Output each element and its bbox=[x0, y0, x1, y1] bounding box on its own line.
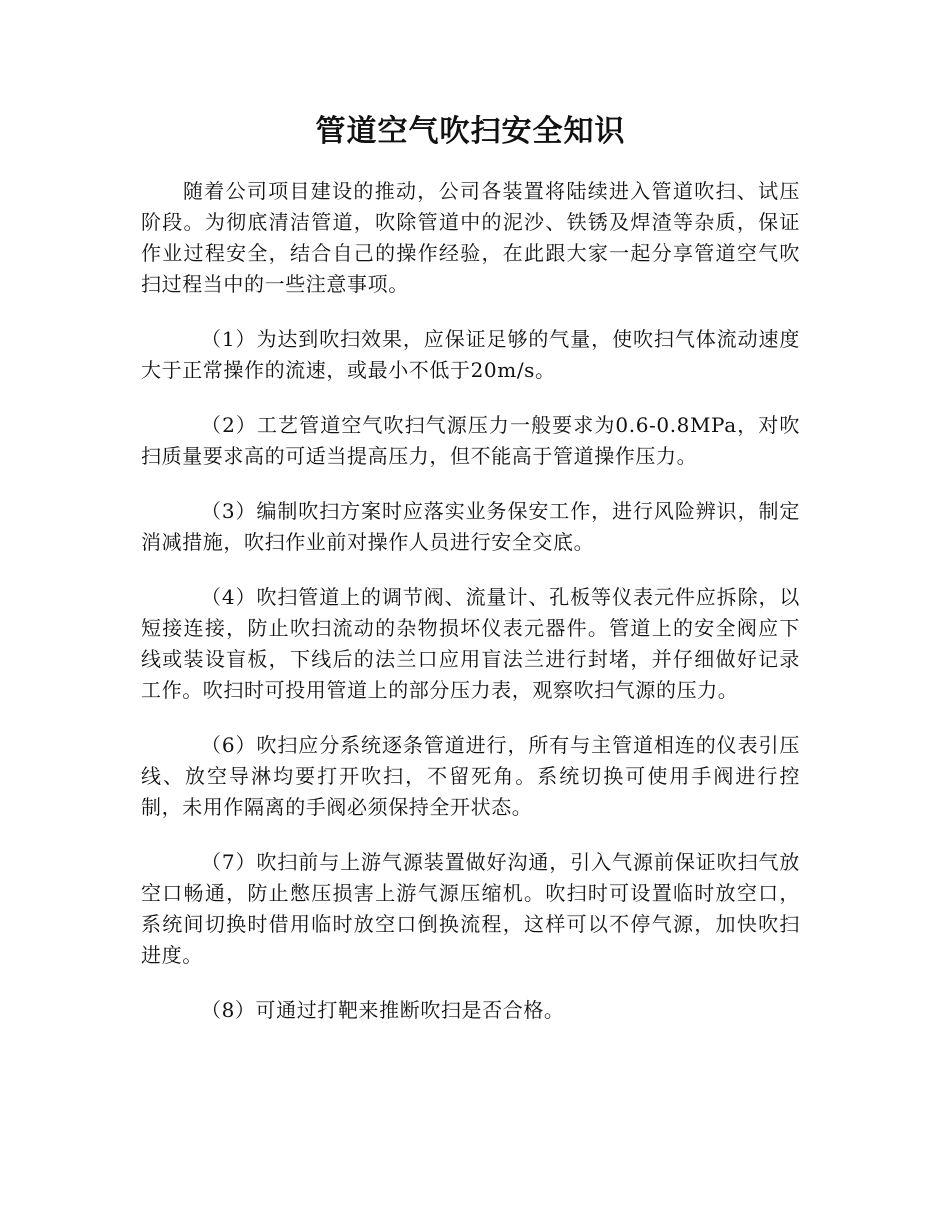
intro-paragraph: 随着公司项目建设的推动，公司各装置将陆续进入管道吹扫、试压阶段。为彻底清洁管道，吹除管道中的泥沙、铁锈及焊渣等杂质，保证作业过程安全，结合自己的操作经验，在此跟大家一起分享管道空气吹扫过程当中的一些注意事项。 bbox=[141, 179, 800, 296]
item-paragraph-3: （3）编制吹扫方案时应落实业务保安工作，进行风险辨识，制定消减措施，吹扫作业前对操作人员进行安全交底。 bbox=[141, 499, 800, 554]
document-title: 管道空气吹扫安全知识 bbox=[315, 114, 626, 149]
item-paragraph-2: （2）工艺管道空气吹扫气源压力一般要求为0.6-0.8MPa，对吹扫质量要求高的可适当提高压力，但不能高于管道操作压力。 bbox=[141, 413, 800, 468]
item-paragraph-6: （6）吹扫应分系统逐条管道进行，所有与主管道相连的仪表引压线、放空导淋均要打开吹扫，不留死角。系统切换可使用手阀进行控制，未用作隔离的手阀必须保持全开状态。 bbox=[141, 733, 800, 819]
item-paragraph-4: （4）吹扫管道上的调节阀、流量计、孔板等仪表元件应拆除，以短接连接，防止吹扫流动的杂物损坏仪表元器件。管道上的安全阀应下线或装设盲板，下线后的法兰口应用盲法兰进行封堵，并仔细做好记录工作。吹扫时可投用管道上的部分压力表，观察吹扫气源的压力。 bbox=[141, 585, 800, 702]
item-paragraph-1: （1）为达到吹扫效果，应保证足够的气量，使吹扫气体流动速度大于正常操作的流速，或最小不低于20m/s。 bbox=[141, 327, 800, 382]
item-paragraph-8: （8）可通过打靶来推断吹扫是否合格。 bbox=[201, 998, 565, 1022]
item-paragraph-7: （7）吹扫前与上游气源装置做好沟通，引入气源前保证吹扫气放空口畅通，防止憋压损害上游气源压缩机。吹扫时可设置临时放空口，系统间切换时借用临时放空口倒换流程，这样可以不停气源，加快吹扫进度。 bbox=[141, 850, 800, 967]
